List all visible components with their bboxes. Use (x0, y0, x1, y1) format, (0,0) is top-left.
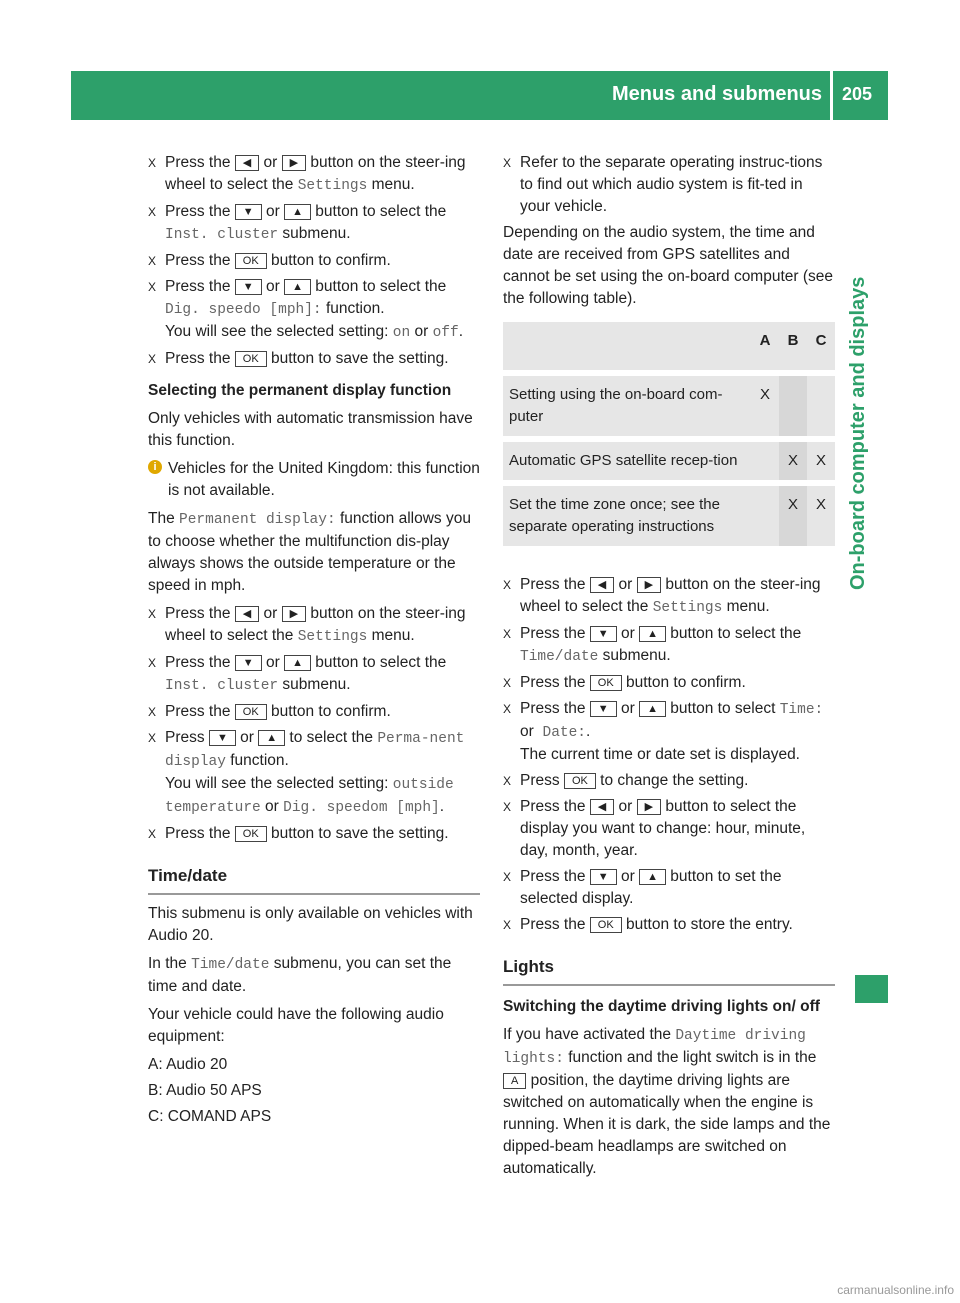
time-date-heading: Time/date (148, 865, 480, 895)
step-text: Press the (165, 605, 235, 622)
side-tab-label: On-board computer and displays (847, 276, 869, 590)
instruction-step (503, 866, 835, 910)
equipment-item: A: Audio 20 (148, 1056, 228, 1073)
button-key-icon: ◀ (590, 799, 614, 815)
mono-term: Time/date (191, 957, 270, 973)
button-key-icon: ▼ (235, 204, 262, 220)
step-text: button to select the (310, 203, 447, 220)
menu-term: Settings (652, 600, 723, 616)
step-arrow-icon: X (148, 280, 157, 294)
step-text: or (614, 798, 637, 815)
step-text: or (410, 323, 433, 340)
time-date-paragraph-1: This submenu is only available on vehicles with Audio 20. (148, 905, 473, 944)
step-text: submenu. (278, 676, 351, 693)
instruction-step (503, 623, 835, 668)
step-arrow-icon: X (148, 705, 157, 719)
step-text: or (616, 868, 640, 885)
step-text: menu. (722, 598, 770, 615)
table-header-cell: A (751, 322, 779, 373)
step-text: Press the (165, 654, 235, 671)
step-text: Press the (165, 703, 235, 720)
instruction-step (148, 603, 480, 648)
mono-term: Daytime driving lights: (503, 1028, 806, 1067)
step-text: button on the steer-ing wheel to select the (165, 154, 466, 193)
info-note-text: Vehicles for the United Kingdom: this function is not available. (168, 460, 480, 499)
table-header-row (503, 322, 835, 373)
text-post: function allows you to choose whether the multifunction dis-play always shows the outside temperature or the speed in mph. (148, 510, 471, 594)
step-text: . (439, 798, 445, 815)
button-key-icon: ▲ (639, 701, 666, 717)
button-key-icon: ▶ (282, 606, 306, 622)
permanent-display-heading: Selecting the permanent display function (148, 382, 452, 399)
step-arrow-icon: X (148, 827, 157, 841)
watermark: carmanualsonline.info (837, 1283, 954, 1297)
button-key-icon: ◀ (235, 155, 259, 171)
step-text: Press the (165, 350, 235, 367)
step-text: The current time or date set is displayed. (520, 746, 800, 763)
button-key-icon: OK (564, 773, 596, 789)
step-text: button to select the (310, 278, 447, 295)
button-key-icon: ▲ (284, 279, 311, 295)
step-arrow-icon: X (503, 156, 512, 170)
table-cell (751, 483, 779, 549)
step-text: or (616, 625, 640, 642)
step-arrow-icon: X (148, 254, 157, 268)
table-header-cell: B (779, 322, 807, 373)
side-tab (847, 120, 888, 600)
table-cell: Setting using the on-board com-puter (503, 373, 751, 439)
step-arrow-icon: X (503, 676, 512, 690)
steps-list-b (148, 603, 480, 845)
text-pre: The (148, 510, 175, 527)
equipment-item: B: Audio 50 APS (148, 1082, 262, 1099)
step-text: submenu. (598, 647, 671, 664)
table-cell: Automatic GPS satellite recep-tion (503, 439, 751, 483)
permanent-display-paragraph: Only vehicles with automatic transmission have this function. (148, 410, 473, 449)
step-text: button to confirm. (266, 252, 391, 269)
button-key-icon: OK (235, 253, 267, 269)
info-icon: i (148, 460, 162, 474)
instruction-step (503, 914, 835, 936)
instruction-step (503, 574, 835, 619)
light-switch-key: A (503, 1073, 526, 1089)
step-text: Press the (520, 674, 590, 691)
table-cell (779, 373, 807, 439)
step-text: Press the (165, 825, 235, 842)
instruction-step (503, 698, 835, 766)
menu-term: on (392, 325, 411, 341)
button-key-icon: ▲ (284, 204, 311, 220)
button-key-icon: ▼ (590, 701, 617, 717)
step-text: button to save the setting. (266, 350, 449, 367)
step-text: Press (520, 772, 564, 789)
step-text: button to store the entry. (621, 916, 793, 933)
button-key-icon: ▲ (639, 869, 666, 885)
menu-term: Settings (297, 178, 368, 194)
steps-list-a (148, 152, 480, 370)
menu-term: Inst. cluster (165, 227, 279, 243)
right-column (503, 152, 835, 1186)
menu-term: Time/date (520, 649, 599, 665)
header-divider (830, 71, 833, 120)
step-text: or (520, 723, 534, 740)
side-marker (855, 975, 888, 1003)
step-text: Press the (165, 252, 235, 269)
text-pre: If you have activated the (503, 1026, 672, 1043)
menu-term: Inst. cluster (165, 678, 279, 694)
step-arrow-icon: X (503, 870, 512, 884)
step-arrow-icon: X (503, 627, 512, 641)
step-arrow-icon: X (148, 352, 157, 366)
step-text: function. (225, 752, 289, 769)
daytime-lights-paragraph (503, 1024, 835, 1180)
table-cell: X (779, 439, 807, 483)
step-text: Press the (520, 868, 590, 885)
step-text: . (458, 323, 463, 340)
button-key-icon: ▶ (282, 155, 306, 171)
step-text: or (259, 154, 282, 171)
button-key-icon: ▲ (258, 730, 285, 746)
menu-term: Dig. speedom [mph] (283, 800, 440, 816)
step-text: You will see the selected setting: (165, 775, 393, 792)
page-title: Menus and submenus (611, 83, 822, 105)
text-post: position, the daytime driving lights are switched on automatically when the engine is running. When it is dark, the side lamps and the dipped-beam headlamps are switched on automatically. (503, 1072, 831, 1177)
button-key-icon: ▼ (209, 730, 236, 746)
step-text: button to select the display you want to change: hour, minute, day, month, year. (520, 798, 806, 859)
step-text: . (586, 723, 591, 740)
equipment-list (148, 1054, 480, 1128)
step-text: or (259, 605, 282, 622)
instruction-step (503, 796, 835, 862)
instruction-step (148, 201, 480, 246)
text-post: submenu, you can set the time and date. (148, 955, 452, 995)
table-cell (751, 439, 779, 483)
step-text: or (261, 203, 285, 220)
step-text: Press the (520, 625, 590, 642)
menu-term: off (432, 325, 459, 341)
table-cell (807, 373, 835, 439)
step-text: or (261, 654, 285, 671)
time-date-paragraph-2 (148, 953, 480, 998)
step-text: button to save the setting. (266, 825, 449, 842)
table-cell: X (751, 373, 779, 439)
daytime-lights-heading: Switching the daytime driving lights on/ off (503, 998, 820, 1015)
step-text: to change the setting. (595, 772, 749, 789)
step-arrow-icon: X (503, 774, 512, 788)
button-key-icon: ▶ (637, 799, 661, 815)
step-text: submenu. (278, 225, 351, 242)
button-key-icon: ▼ (590, 626, 617, 642)
text-pre: In the (148, 955, 187, 972)
menu-term: Dig. speedo [mph]: (165, 302, 322, 318)
instruction-step (503, 770, 835, 792)
step-arrow-icon: X (148, 205, 157, 219)
step-text: function. (321, 300, 385, 317)
time-date-paragraph-3: Your vehicle could have the following audio equipment: (148, 1006, 444, 1045)
step-text: Press the (520, 916, 590, 933)
step-text: menu. (367, 627, 415, 644)
step-text: or (616, 700, 640, 717)
step-arrow-icon: X (503, 578, 512, 592)
step-text: Press the (165, 203, 235, 220)
instruction-step (148, 701, 480, 723)
instruction-step (148, 348, 480, 370)
instruction-step (148, 652, 480, 697)
button-key-icon: ▲ (284, 655, 311, 671)
left-column (148, 152, 480, 1132)
instruction-step (148, 250, 480, 272)
step-arrow-icon: X (503, 918, 512, 932)
step-text: button to set the selected display. (520, 868, 782, 907)
step-text: or (261, 278, 285, 295)
step-text: or (235, 729, 259, 746)
instruction-step (148, 152, 480, 197)
step-text: button on the steer-ing wheel to select the (520, 576, 821, 615)
instruction-step (503, 152, 835, 218)
table-header-cell: C (807, 322, 835, 373)
button-key-icon: ▼ (235, 655, 262, 671)
table-row (503, 373, 835, 439)
audio-system-table (503, 322, 835, 552)
step-text: Press the (165, 278, 235, 295)
step-text: You will see the selected setting: (165, 323, 393, 340)
instruction-step (148, 276, 480, 344)
table-cell: Set the time zone once; see the separate operating instructions (503, 483, 751, 549)
table-cell: X (807, 483, 835, 549)
step-text: or (260, 798, 284, 815)
button-key-icon: ◀ (235, 606, 259, 622)
button-key-icon: ▼ (590, 869, 617, 885)
instruction-step (148, 727, 480, 819)
page-header (71, 71, 888, 120)
step-arrow-icon: X (148, 607, 157, 621)
step-text: button to confirm. (266, 703, 391, 720)
button-key-icon: OK (235, 351, 267, 367)
step-arrow-icon: X (503, 702, 512, 716)
step-text: or (614, 576, 637, 593)
table-row (503, 439, 835, 483)
audio-system-paragraph: Depending on the audio system, the time and date are received from GPS satellites and cannot be set using the on-board computer (see the following table). (503, 224, 834, 307)
table-row (503, 483, 835, 549)
menu-term: Perma-nent display (165, 731, 465, 770)
step-text: Press the (520, 576, 590, 593)
step-text: to select the (285, 729, 378, 746)
button-key-icon: ▼ (235, 279, 262, 295)
equipment-item: C: COMAND APS (148, 1108, 272, 1125)
step-text: Press (165, 729, 209, 746)
steps-list-c (503, 574, 835, 936)
menu-term: Settings (297, 629, 368, 645)
table-cell: X (807, 439, 835, 483)
info-note (148, 458, 480, 502)
button-key-icon: OK (235, 826, 267, 842)
button-key-icon: ▲ (639, 626, 666, 642)
step-text: button to confirm. (621, 674, 746, 691)
step-arrow-icon: X (148, 156, 157, 170)
button-key-icon: OK (590, 917, 622, 933)
menu-term: outside temperature (165, 777, 454, 816)
step-text: button to select (665, 700, 780, 717)
button-key-icon: ◀ (590, 577, 614, 593)
step-arrow-icon: X (148, 731, 157, 745)
button-key-icon: ▶ (637, 577, 661, 593)
table-cell: X (779, 483, 807, 549)
menu-term: Time: (779, 702, 824, 718)
button-key-icon: OK (235, 704, 267, 720)
step-arrow-icon: X (148, 656, 157, 670)
permanent-display-description (148, 508, 480, 597)
text-mid: function and the light switch is in the (568, 1049, 817, 1066)
table-header-cell (503, 322, 751, 373)
mono-term: Permanent display: (179, 512, 336, 528)
step-text: Press the (165, 154, 235, 171)
instruction-step (503, 672, 835, 694)
step-text: Press the (520, 798, 590, 815)
step-text: menu. (367, 176, 415, 193)
menu-term: Date: (533, 725, 587, 741)
step-arrow-icon: X (503, 800, 512, 814)
button-key-icon: OK (590, 675, 622, 691)
page-number: 205 (842, 84, 873, 104)
instruction-step (148, 823, 480, 845)
lights-heading: Lights (503, 956, 835, 986)
step-text: Press the (520, 700, 590, 717)
step-text: Refer to the separate operating instruc-tions to find out which audio system is fit-ted in your vehicle. (520, 154, 823, 215)
step-text: button to select the (665, 625, 802, 642)
step-text: button to select the (310, 654, 447, 671)
step-text: button on the steer-ing wheel to select the (165, 605, 466, 644)
